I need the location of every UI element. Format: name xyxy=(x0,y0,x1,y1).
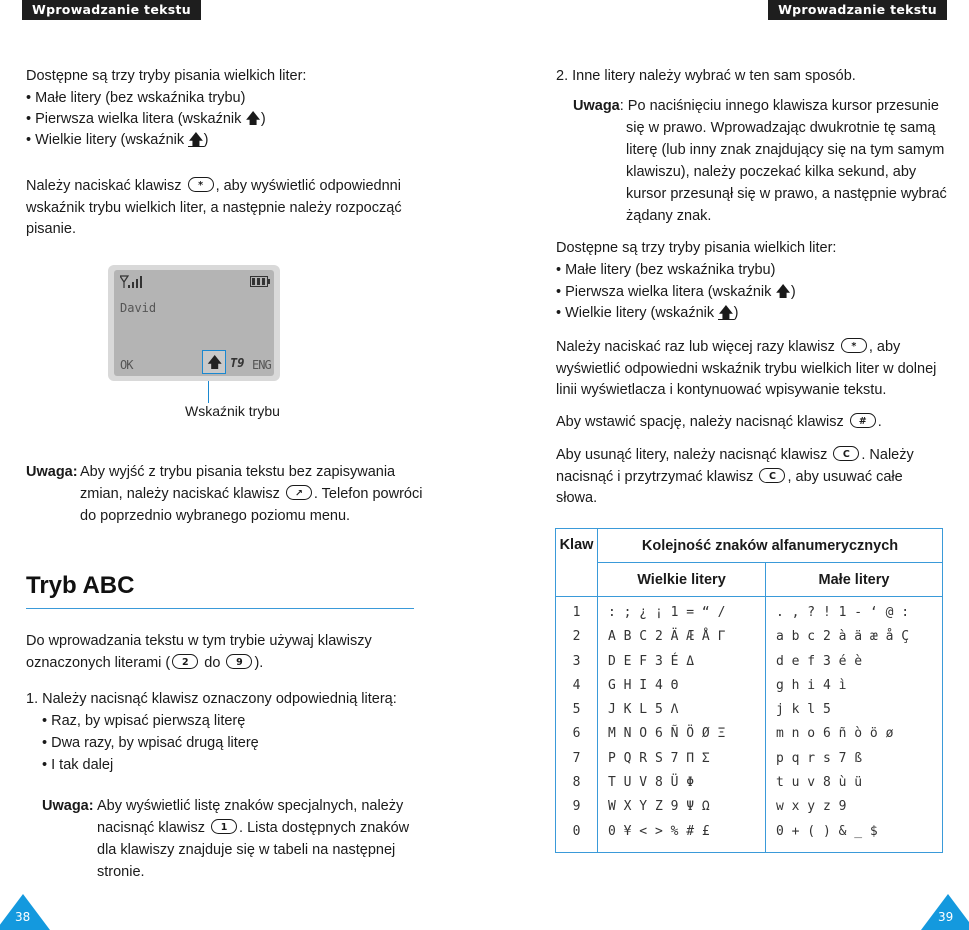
delete-line-1: Aby usunąć litery, należy nacisnąć klawisz C . Należy xyxy=(556,447,914,463)
lcd-text-david: David xyxy=(120,301,157,315)
right-intro: Dostępne są trzy tryby pisania wielkich liter: xyxy=(556,240,837,256)
table-cell-lower: p q r s 7 ß xyxy=(776,750,863,766)
signal-icon xyxy=(120,275,146,289)
note-line-3: do poprzednio wybranego poziomu menu. xyxy=(80,508,351,524)
page-badge-right xyxy=(921,893,969,930)
section-rule xyxy=(26,608,414,609)
delete-line-3: słowa. xyxy=(556,490,598,506)
step-2: 2. Inne litery należy wybrać w ten sam sposób. xyxy=(556,68,856,84)
left-mode-2: • Pierwsza wielka litera (wskaźnik 🡅) xyxy=(26,109,266,127)
right-press-line-3: linii wyświetlacza i kontynuować wpisywanie tekstu. xyxy=(556,382,887,398)
table-cell-lower: . , ? ! 1 - ‘ @ : xyxy=(776,605,910,620)
right-note-line-3: literę (lub inny znak znajdujący się na tym samym xyxy=(626,142,945,158)
table-cell-upper: D E F 3 É Δ xyxy=(608,653,695,669)
table-cell-upper: G H I 4 Θ xyxy=(608,677,679,693)
caption-mode-indicator: Wskaźnik trybu xyxy=(185,403,280,419)
right-mode-2: • Pierwsza wielka litera (wskaźnik 🡅) xyxy=(556,282,796,300)
table-header-lower: Małe litery xyxy=(766,563,943,597)
table-cell-key: 5 xyxy=(572,702,581,718)
table-cell-upper: 0 ¥ < > % # £ xyxy=(608,823,710,839)
table-cell-lower: m n o 6 ñ ò ö ø xyxy=(776,726,894,742)
table-cell-upper: A B C 2 Ä Æ Å Γ xyxy=(608,629,726,645)
left-press-line-1: Należy naciskać klawisz * , aby wyświetlić odpowiednni xyxy=(26,178,401,194)
end-key-icon: ↗ xyxy=(286,485,312,500)
table-cell-key: 6 xyxy=(572,726,581,742)
shift-arrow-icon: 🡅 xyxy=(775,282,791,300)
table-cell-upper: : ; ¿ ¡ 1 = “ / xyxy=(608,605,726,620)
bullet-3: • I tak dalej xyxy=(42,757,114,773)
table-cell-lower: d e f 3 é è xyxy=(776,653,863,669)
clear-key-icon: C xyxy=(759,468,785,483)
table-cell-key: 4 xyxy=(572,677,581,693)
table-cell-lower: j k l 5 xyxy=(776,702,831,718)
note-line-2: zmian, należy naciskać klawisz ↗ . Telefon powróci xyxy=(80,486,423,502)
clear-key-icon: C xyxy=(833,446,859,461)
table-cell-key: 7 xyxy=(572,750,581,766)
table-cell-key: 8 xyxy=(572,775,581,791)
left-intro: Dostępne są trzy tryby pisania wielkich liter: xyxy=(26,68,307,84)
header-right-title: Wprowadzanie tekstu xyxy=(768,0,947,20)
table-cell-lower: a b c 2 à ä æ å Ç xyxy=(776,629,910,645)
character-table xyxy=(555,528,943,853)
space-line: Aby wstawić spację, należy nacisnąć klawisz # . xyxy=(556,414,882,430)
note2-line-1: Aby wyświetlić listę znaków specjalnych, należy xyxy=(97,798,404,814)
right-press-line-1: Należy naciskać raz lub więcej razy klawisz * , aby xyxy=(556,339,901,355)
left-press-line-2: wskaźnik trybu wielkich liter, a następnie należy rozpocząć xyxy=(26,200,402,216)
table-header-upper: Wielkie litery xyxy=(598,563,766,597)
right-note-line-4: klawiszu), należy poczekać kilka sekund, aby xyxy=(626,164,917,180)
abc-line-2: oznaczonych literami ( 2 do 9 ). xyxy=(26,655,264,671)
bullet-2: • Dwa razy, by wpisać drugą literę xyxy=(42,735,259,751)
table-cell-lower: w x y z 9 xyxy=(776,799,847,815)
right-note-line-1: Uwaga: Po naciśnięciu innego klawisza kursor przesunie xyxy=(573,98,939,114)
right-note-line-5: kursor przesunął się w prawo, a następnie wybrać xyxy=(626,186,947,202)
page-number-left: 38 xyxy=(15,910,31,924)
note2-line-3: dla klawiszy znajduje się w tabeli na następnej xyxy=(97,842,396,858)
table-cell-upper: M N O 6 Ñ Ö Ø Ξ xyxy=(608,726,726,742)
table-cell-key: 3 xyxy=(572,653,581,669)
note2-line-2: nacisnąć klawisz 1 . Lista dostępnych znaków xyxy=(97,820,410,836)
key-1-icon: 1 xyxy=(211,819,237,834)
table-cell-lower: 0 + ( ) & _ $ xyxy=(776,823,878,839)
caps-arrow-icon: 🡅 xyxy=(188,130,204,148)
table-lower-column xyxy=(766,597,943,853)
table-cell-lower: t u v 8 ù ü xyxy=(776,775,863,791)
table-cell-key: 2 xyxy=(572,629,581,645)
lcd-softkey-eng: ENG xyxy=(252,358,271,372)
right-mode-1: • Małe litery (bez wskaźnika trybu) xyxy=(556,262,776,278)
left-mode-1: • Małe litery (bez wskaźnika trybu) xyxy=(26,90,246,106)
page-number-right: 39 xyxy=(938,910,954,924)
left-mode-3: • Wielkie litery (wskaźnik 🡅) xyxy=(26,130,209,148)
t9-icon: T9 xyxy=(230,356,245,370)
right-press-line-2: wyświetlić odpowiedni wskaźnik trybu wielkich liter w dolnej xyxy=(556,361,937,377)
table-cell-upper: J K L 5 Λ xyxy=(608,702,679,718)
table-cell-key: 9 xyxy=(572,799,581,815)
note-label: Uwaga: xyxy=(26,464,78,480)
page-badge-left xyxy=(0,893,48,930)
table-cell-lower: g h i 4 ì xyxy=(776,677,847,693)
lcd-screen xyxy=(114,270,274,376)
star-key-icon: * xyxy=(188,177,214,192)
caption-pointer-line xyxy=(208,381,209,403)
note-line-1: Aby wyjść z trybu pisania tekstu bez zapisywania xyxy=(80,464,396,480)
table-cell-key: 0 xyxy=(572,823,581,839)
hash-key-icon: # xyxy=(850,413,876,428)
note2-line-4: stronie. xyxy=(97,864,145,880)
table-upper-column xyxy=(598,597,766,853)
key-9-icon: 9 xyxy=(226,654,252,669)
right-note-line-2: się w prawo. Wprowadzając dwukrotnie tę samą xyxy=(626,120,936,136)
table-key-column xyxy=(556,597,598,853)
table-header-sequence: Kolejność znaków alfanumerycznych xyxy=(598,529,943,563)
star-key-icon: * xyxy=(841,338,867,353)
step-1: 1. Należy nacisnąć klawisz oznaczony odpowiednią literą: xyxy=(26,691,397,707)
shift-arrow-icon: 🡅 xyxy=(245,109,261,127)
key-2-icon: 2 xyxy=(172,654,198,669)
mode-indicator-box xyxy=(202,350,226,374)
table-cell-upper: W X Y Z 9 Ψ Ω xyxy=(608,799,710,815)
lcd-softkey-ok: OK xyxy=(120,358,133,372)
mode-indicator-arrow-icon: 🡅 xyxy=(207,353,223,371)
bullet-1: • Raz, by wpisać pierwszą literę xyxy=(42,713,246,729)
left-press-line-3: pisanie. xyxy=(26,221,76,237)
table-cell-upper: T U V 8 Ü Φ xyxy=(608,775,695,791)
table-cell-upper: P Q R S 7 Π Σ xyxy=(608,750,710,766)
right-note-line-6: żądany znak. xyxy=(626,208,712,224)
abc-line-1: Do wprowadzania tekstu w tym trybie używaj klawiszy xyxy=(26,633,372,649)
delete-line-2: nacisnąć i przytrzymać klawisz C , aby usuwać całe xyxy=(556,469,903,485)
phone-display-illustration xyxy=(108,265,280,381)
battery-icon xyxy=(250,276,270,287)
header-left-title: Wprowadzanie tekstu xyxy=(22,0,201,20)
caps-arrow-icon: 🡅 xyxy=(718,303,734,321)
note2-label: Uwaga: xyxy=(42,798,94,814)
right-mode-3: • Wielkie litery (wskaźnik 🡅) xyxy=(556,303,739,321)
table-cell-key: 1 xyxy=(572,605,581,620)
section-title-abc: Tryb ABC xyxy=(26,572,135,599)
table-header-key: Klaw xyxy=(556,529,598,597)
